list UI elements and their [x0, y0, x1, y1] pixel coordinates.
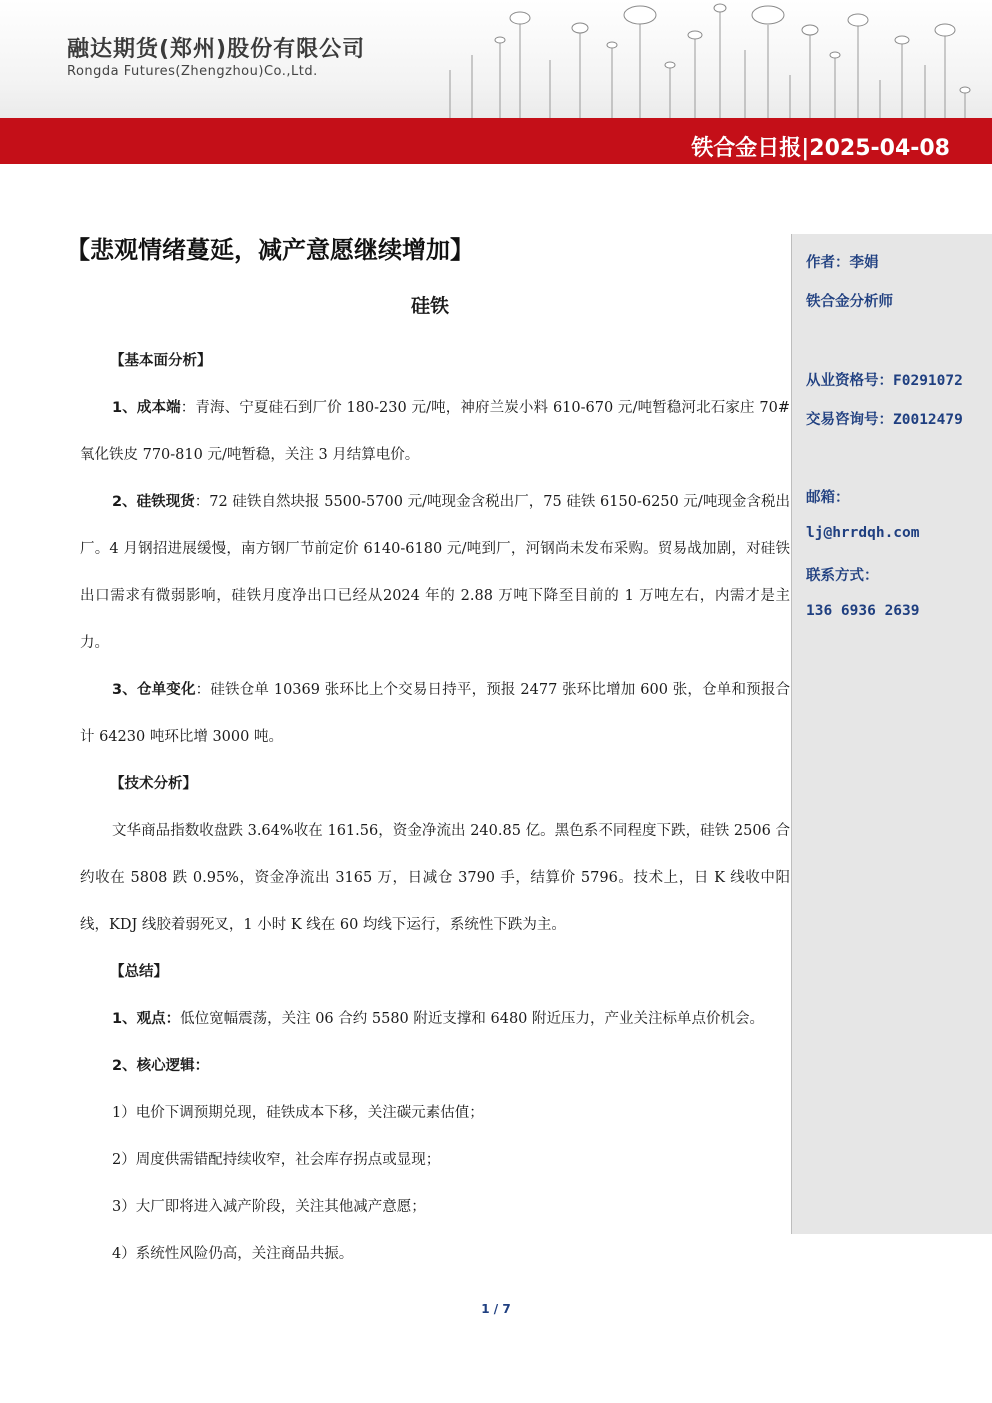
- label-cost: 1、成本端: [112, 400, 181, 416]
- email-link[interactable]: lj@hrrdqh.com: [806, 525, 920, 541]
- qualification-number: 从业资格号：F0291072: [806, 373, 963, 389]
- paragraph-cost: [80, 385, 790, 479]
- text-spot: ：72 硅铁自然块报 5500-5700 元/吨现金含税出厂，75 硅铁 6150-6250 元/吨现金含税出厂。4 月钢招进展缓慢，南方钢厂节前定价 6140-6180 元/吨到厂，河钢尚未发布采购。贸易战加剧，对硅铁出口需求有微弱影响，硅铁月度净出口已经从2024 年的 2.88 万吨下降至目前的 1 万吨左右，内需才是主力。: [80, 494, 790, 651]
- page-number: 1 / 7: [481, 1302, 511, 1316]
- consult-number: 交易咨询号：Z0012479: [806, 412, 963, 428]
- paragraph-spot: [80, 479, 790, 667]
- section-heading-summary: 【总结】: [110, 964, 168, 980]
- paragraph-technical: 文华商品指数收盘跌 3.64%收在 161.56，资金净流出 240.85 亿。黑色系不同程度下跌，硅铁 2506 合约收在 5808 跌 0.95%，资金净流出 3165 万，日减仓 3790 手，结算价 5796。技术上，日 K 线收中阳线，KDJ 线胶着弱死叉，1 小时 K 线在 60 均线下运行，系统性下跌为主。: [80, 823, 790, 933]
- label-warrant: 3、仓单变化: [112, 682, 196, 698]
- paragraph-warrant: [80, 667, 790, 761]
- label-spot: 2、硅铁现货: [112, 494, 195, 510]
- header-decoration: [430, 0, 992, 120]
- list-item: 1）电价下调预期兑现，硅铁成本下移，关注碳元素估值；: [112, 1105, 484, 1121]
- list-item: 3）大厂即将进入减产阶段，关注其他减产意愿；: [112, 1199, 426, 1215]
- section-heading-technical: 【技术分析】: [110, 776, 197, 792]
- list-item: 2）周度供需错配持续收窄，社会库存拐点或显现；: [112, 1152, 441, 1168]
- company-name-cn: 融达期货(郑州)股份有限公司: [67, 37, 366, 62]
- list-item: 4）系统性风险仍高，关注商品共振。: [112, 1246, 354, 1262]
- label-logic: 2、核心逻辑：: [112, 1058, 210, 1074]
- page-title: 【悲观情绪蔓延，减产意愿继续增加】: [66, 236, 474, 264]
- contact-label: 联系方式：: [806, 568, 879, 584]
- text-warrant: ：硅铁仓单 10369 张环比上个交易日持平，预报 2477 张环比增加 600 张，仓单和预报合计 64230 吨环比增 3000 吨。: [80, 682, 790, 745]
- author-sidebar: [791, 234, 992, 1234]
- email-label: 邮箱：: [806, 490, 850, 506]
- report-body: [80, 338, 790, 1278]
- subject-heading: 硅铁: [410, 295, 449, 317]
- author-role: 铁合金分析师: [806, 294, 893, 310]
- report-title: 铁合金日报|2025-04-08: [691, 136, 950, 161]
- author-name: 作者：李娟: [806, 255, 879, 271]
- text-cost: ：青海、宁夏硅石到厂价 180-230 元/吨，神府兰炭小料 610-670 元/吨暂稳河北石家庄 70#氧化铁皮 770-810 元/吨暂稳，关注 3 月结算电价。: [80, 400, 790, 463]
- text-view: 低位宽幅震荡，关注 06 合约 5580 附近支撑和 6480 附近压力，产业关注标单点价机会。: [180, 1011, 764, 1027]
- section-heading-fundamental: 【基本面分析】: [110, 353, 212, 369]
- paragraph-view: [80, 996, 790, 1043]
- label-view: 1、观点：: [112, 1011, 181, 1027]
- company-name-en: Rongda Futures(Zhengzhou)Co.,Ltd.: [67, 64, 318, 79]
- phone-number: 136 6936 2639: [806, 603, 920, 619]
